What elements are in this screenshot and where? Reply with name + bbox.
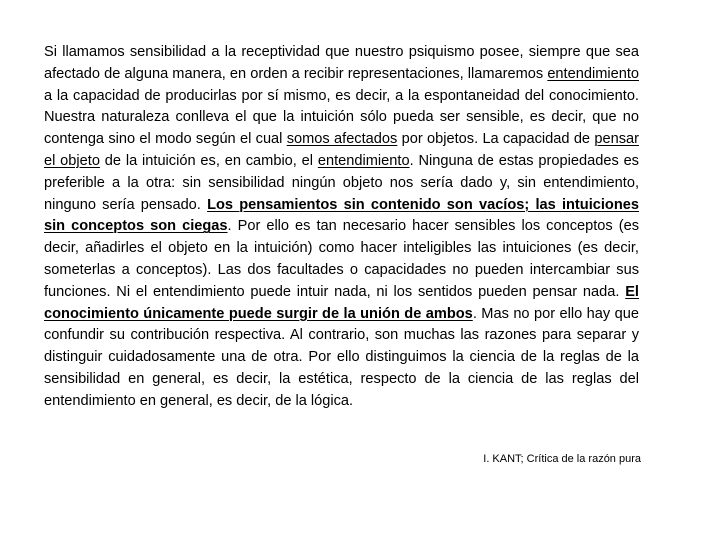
quote-text: . Por ello es tan necesario hacer sensibles los conceptos (es decir, añadirles el objeto en la intuición) como hacer inteligibles las intuiciones (es decir, someterlas a conceptos). Las dos facultades o capacidades no pueden intercambiar sus funciones. Ni el entendimiento puede intuir nada, ni los sentidos pueden pensar nada. bbox=[44, 218, 639, 300]
highlighted-sentence-conocimiento: El conocimiento únicamente puede surgir de la unión de ambos bbox=[44, 283, 639, 322]
highlighted-sentence-pensamientos: Los pensamientos sin contenido son vacíos; las intuiciones sin conceptos son ciegas bbox=[44, 196, 639, 235]
quote-text: de la intuición es, en cambio, el bbox=[99, 152, 318, 169]
quote-text: . Mas no por ello hay que confundir su contribución respectiva. Al contrario, son muchas las razones para separar y distinguir cuidadosamente una de otra. Por ello distinguimos la ciencia de la reglas de la sensibilidad en general, es decir, la estética, respecto de la ciencia de las reglas del entendimiento en general, es decir, de la lógica. bbox=[44, 305, 639, 409]
quote-text: por objetos. La capacidad de bbox=[397, 131, 595, 148]
kant-quote-paragraph bbox=[44, 42, 639, 413]
underlined-term-pensar-el-objeto: pensar el objeto bbox=[44, 131, 639, 169]
underlined-term-entendimiento-2: entendimiento bbox=[317, 152, 410, 169]
quote-text: Si llamamos sensibilidad a la receptividad que nuestro psiquismo posee, siempre que sea afectado de alguna manera, en orden a recibir representaciones, llamaremos bbox=[44, 44, 639, 82]
underlined-term-entendimiento: entendimiento bbox=[547, 65, 639, 82]
citation: I. KANT; Crítica de la razón pura bbox=[483, 453, 641, 465]
quote-text: a la capacidad de producirlas por sí mismo, es decir, a la espontaneidad del conocimiento. Nuestra naturaleza conlleva el que la intuición sólo pueda ser sensible, es decir, que no contenga sino el modo según el cual bbox=[44, 87, 639, 148]
quote-text: . Ninguna de estas propiedades es preferible a la otra: sin sensibilidad ningún objeto nos sería dado y, sin entendimiento, ninguno sería pensado. bbox=[44, 152, 639, 213]
underlined-term-somos-afectados: somos afectados bbox=[286, 131, 398, 148]
